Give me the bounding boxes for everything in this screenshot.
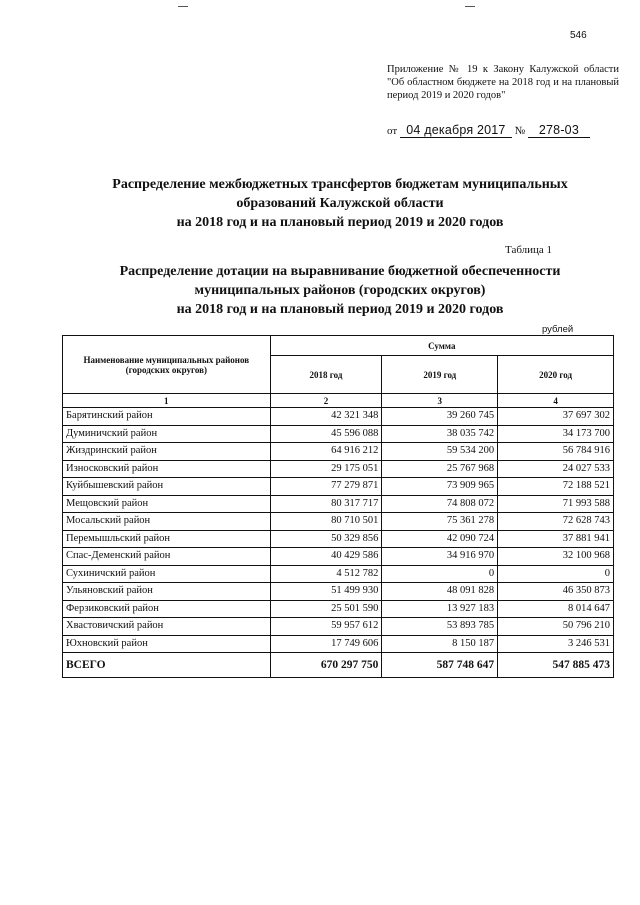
amount-2020: 37 697 302	[498, 408, 614, 426]
amount-2020: 71 993 588	[498, 495, 614, 513]
table-title	[60, 262, 620, 319]
district-name: Хвастовичский район	[63, 618, 271, 636]
main-title	[60, 175, 620, 232]
table-row	[63, 513, 614, 531]
total-row	[63, 653, 614, 678]
district-name: Перемышльский район	[63, 530, 271, 548]
district-name: Спас-Деменский район	[63, 548, 271, 566]
number-label: №	[514, 125, 526, 137]
amount-2019: 53 893 785	[382, 618, 498, 636]
subsidy-table	[62, 335, 614, 678]
page-number: 546	[570, 30, 587, 41]
amount-2020: 56 784 916	[498, 443, 614, 461]
table-row	[63, 618, 614, 636]
annex-signature-line	[387, 123, 590, 138]
district-name: Куйбышевский район	[63, 478, 271, 496]
amount-2020: 37 881 941	[498, 530, 614, 548]
scan-mark	[465, 6, 475, 7]
header-year-2019: 2019 год	[382, 356, 498, 394]
amount-2018: 42 321 348	[270, 408, 382, 426]
amount-2019: 13 927 183	[382, 600, 498, 618]
district-name: Думиничский район	[63, 425, 271, 443]
table-row	[63, 583, 614, 601]
amount-2019: 34 916 970	[382, 548, 498, 566]
amount-2018: 51 499 930	[270, 583, 382, 601]
amount-2020: 24 027 533	[498, 460, 614, 478]
amount-2018: 25 501 590	[270, 600, 382, 618]
amount-2019: 59 534 200	[382, 443, 498, 461]
amount-2019: 48 091 828	[382, 583, 498, 601]
district-name: Мещовский район	[63, 495, 271, 513]
header-sum: Сумма	[270, 336, 613, 356]
amount-2018: 50 329 856	[270, 530, 382, 548]
amount-2019: 38 035 742	[382, 425, 498, 443]
total-2018: 670 297 750	[270, 653, 382, 678]
amount-2020: 32 100 968	[498, 548, 614, 566]
table-title-line: Распределение дотации на выравнивание бюджетной обеспеченности	[119, 264, 561, 279]
table-title-line: муниципальных районов (городских округов)	[194, 283, 486, 298]
amount-2020: 72 188 521	[498, 478, 614, 496]
table-row	[63, 635, 614, 653]
table-body	[63, 408, 614, 678]
column-number: 1	[63, 394, 271, 408]
district-name: Сухиничский район	[63, 565, 271, 583]
header-year-2018: 2018 год	[270, 356, 382, 394]
table-row	[63, 530, 614, 548]
district-name: Износковский район	[63, 460, 271, 478]
amount-2018: 80 710 501	[270, 513, 382, 531]
amount-2019: 75 361 278	[382, 513, 498, 531]
column-number: 3	[382, 394, 498, 408]
district-name: Юхновский район	[63, 635, 271, 653]
table-row	[63, 443, 614, 461]
total-label: ВСЕГО	[63, 653, 271, 678]
header-year-2020: 2020 год	[498, 356, 614, 394]
amount-2019: 25 767 968	[382, 460, 498, 478]
district-name: Ульяновский район	[63, 583, 271, 601]
amount-2019: 8 150 187	[382, 635, 498, 653]
scan-mark	[178, 6, 188, 7]
amount-2020: 0	[498, 565, 614, 583]
from-label: от	[387, 125, 398, 137]
main-title-line: Распределение межбюджетных трансфертов бюджетам муниципальных	[112, 177, 568, 192]
district-name: Мосальский район	[63, 513, 271, 531]
total-2020: 547 885 473	[498, 653, 614, 678]
amount-2018: 40 429 586	[270, 548, 382, 566]
amount-2020: 34 173 700	[498, 425, 614, 443]
amount-2018: 80 317 717	[270, 495, 382, 513]
amount-2018: 64 916 212	[270, 443, 382, 461]
amount-2018: 29 175 051	[270, 460, 382, 478]
column-number: 4	[498, 394, 614, 408]
amount-2019: 74 808 072	[382, 495, 498, 513]
main-title-line: образований Калужской области	[236, 196, 444, 211]
main-title-line: на 2018 год и на плановый период 2019 и 2020 годов	[176, 215, 504, 230]
law-date: 04 декабря 2017	[400, 123, 512, 138]
amount-2019: 42 090 724	[382, 530, 498, 548]
table-row	[63, 408, 614, 426]
units-label: рублей	[542, 324, 574, 335]
amount-2020: 50 796 210	[498, 618, 614, 636]
law-number: 278-03	[528, 123, 590, 138]
table-row	[63, 478, 614, 496]
amount-2019: 0	[382, 565, 498, 583]
amount-2018: 17 749 606	[270, 635, 382, 653]
annex-reference: Приложение № 19 к Закону Калужской области "Об областном бюджете на 2018 год и на плановый период 2019 и 2020 годов"	[387, 64, 619, 101]
amount-2019: 73 909 965	[382, 478, 498, 496]
table-row	[63, 600, 614, 618]
table-label: Таблица 1	[505, 244, 553, 256]
amount-2020: 3 246 531	[498, 635, 614, 653]
header-name: Наименование муниципальных районов (городских округов)	[63, 336, 271, 394]
amount-2018: 4 512 782	[270, 565, 382, 583]
amount-2018: 45 596 088	[270, 425, 382, 443]
table-title-line: на 2018 год и на плановый период 2019 и 2020 годов	[176, 302, 504, 317]
amount-2019: 39 260 745	[382, 408, 498, 426]
district-name: Жиздринский район	[63, 443, 271, 461]
amount-2020: 72 628 743	[498, 513, 614, 531]
amount-2020: 46 350 873	[498, 583, 614, 601]
district-name: Ферзиковский район	[63, 600, 271, 618]
table-row	[63, 565, 614, 583]
table-row	[63, 425, 614, 443]
amount-2018: 77 279 871	[270, 478, 382, 496]
district-name: Барятинский район	[63, 408, 271, 426]
table-row	[63, 460, 614, 478]
amount-2020: 8 014 647	[498, 600, 614, 618]
column-number: 2	[270, 394, 382, 408]
total-2019: 587 748 647	[382, 653, 498, 678]
table-row	[63, 495, 614, 513]
amount-2018: 59 957 612	[270, 618, 382, 636]
table-row	[63, 548, 614, 566]
